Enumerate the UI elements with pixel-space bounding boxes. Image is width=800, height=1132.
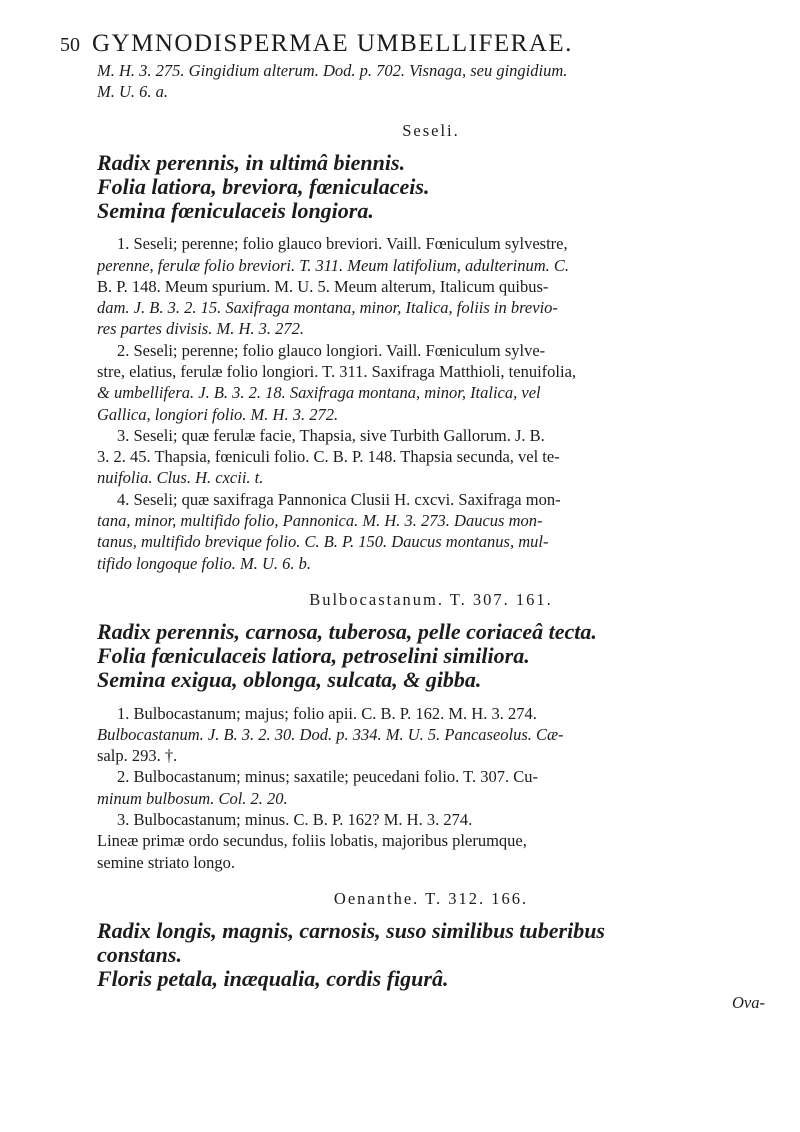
genus-character: Semina exigua, oblonga, sulcata, & gibba. <box>97 667 482 693</box>
text-line: minum bulbosum. Col. 2. 20. <box>97 788 288 808</box>
species-entry: 2. Seseli; perenne; folio glauco longiori. Vaill. Fœniculum sylve- <box>117 340 546 360</box>
text-line: Lineæ primæ ordo secundus, foliis lobatis, majoribus plerumque, <box>97 831 527 851</box>
text-line: dam. J. B. 3. 2. 15. Saxifraga montana, minor, Italica, foliis in brevio- <box>97 298 558 318</box>
genus-character: Radix longis, magnis, carnosis, suso similibus tuberibus <box>97 917 605 943</box>
running-header <box>60 30 780 58</box>
text-line: perenne, ferulæ folio breviori. T. 311. Meum latifolium, adulterinum. C. <box>97 255 570 275</box>
species-entry: 4. Seseli; quæ saxifraga Pannonica Clusii H. cxcvi. Saxifraga mon- <box>117 489 561 509</box>
text-line: salp. 293. †. <box>97 746 178 766</box>
text-line: stre, elatius, ferulæ folio longiori. T. 311. Saxifraga Matthioli, tenuifolia, <box>97 361 577 381</box>
text-line: tana, minor, multifido folio, Pannonica. M. H. 3. 273. Daucus mon- <box>97 511 543 531</box>
text-line: semine striato longo. <box>97 852 235 872</box>
text-line: nuifolia. Clus. H. cxcii. t. <box>97 468 264 488</box>
genus-character: constans. <box>97 942 182 968</box>
catchword: Ova- <box>732 992 765 1012</box>
genus-character: Folia latiora, breviora, fœniculaceis. <box>97 173 430 199</box>
species-entry: 1. Seseli; perenne; folio glauco breviori. Vaill. Fœniculum sylvestre, <box>117 234 568 254</box>
genus-character: Radix perennis, in ultimâ biennis. <box>97 149 406 175</box>
species-entry: 3. Bulbocastanum; minus. C. B. P. 162? M. H. 3. 274. <box>117 810 473 830</box>
text-line: M. H. 3. 275. Gingidium alterum. Dod. p. 702. Visnaga, seu gingidium. <box>97 61 568 80</box>
species-entry: 1. Bulbocastanum; majus; folio apii. C. B. P. 162. M. H. 3. 274. <box>117 703 537 723</box>
text-line: & umbellifera. J. B. 3. 2. 18. Saxifraga montana, minor, Italica, vel <box>97 383 541 403</box>
genus-heading-bulbocastanum: Bulbocastanum. T. 307. 161. <box>309 589 553 609</box>
text-line: Bulbocastanum. J. B. 3. 2. 30. Dod. p. 334. M. U. 5. Pancaseolus. Cæ- <box>97 724 564 744</box>
text-line: tanus, multifido brevique folio. C. B. P. 150. Daucus montanus, mul- <box>97 532 549 552</box>
genus-character: Semina fœniculaceis longiora. <box>97 198 374 223</box>
page-body <box>97 60 765 1013</box>
genus-character: Radix perennis, carnosa, tuberosa, pelle coriaceâ tecta. <box>97 618 597 644</box>
page-number: 50 <box>60 34 80 56</box>
text-line: B. P. 148. Meum spurium. M. U. 5. Meum alterum, Italicum quibus- <box>97 276 549 296</box>
genus-heading-seseli: Seseli. <box>402 120 460 140</box>
text-line: res partes divisis. M. H. 3. 272. <box>97 319 305 339</box>
genus-heading-oenanthe: Oenanthe. T. 312. 166. <box>333 888 529 908</box>
text-line: M. U. 6. a. <box>97 82 169 102</box>
genus-character: Folia fœniculaceis latiora, petroselini similiora. <box>97 643 530 669</box>
text-line: 3. 2. 45. Thapsia, fœniculi folio. C. B. P. 148. Thapsia secunda, vel te- <box>97 447 560 467</box>
species-entry: 2. Bulbocastanum; minus; saxatile; peucedani folio. T. 307. Cu- <box>117 767 538 787</box>
text-line: tifido longoque folio. M. U. 6. b. <box>97 553 312 573</box>
running-title: GYMNODISPERMAE UMBELLIFERAE. <box>92 30 573 57</box>
species-entry: 3. Seseli; quæ ferulæ facie, Thapsia, sive Turbith Gallorum. J. B. <box>117 425 545 445</box>
genus-character: Floris petala, inæqualia, cordis figurâ. <box>97 966 449 992</box>
text-line: Gallica, longiori folio. M. H. 3. 272. <box>97 404 339 424</box>
